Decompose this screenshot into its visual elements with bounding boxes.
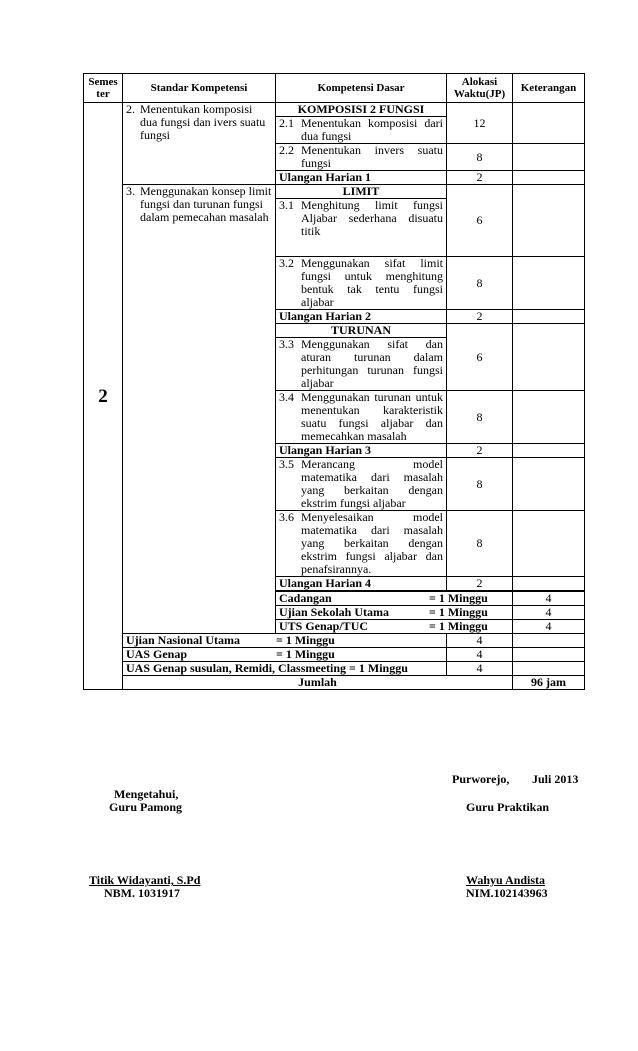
jp-value: 4 <box>447 648 513 662</box>
jp-value: 2 <box>447 310 513 324</box>
jp-value: 2 <box>447 444 513 458</box>
summary-cell <box>123 648 447 662</box>
total-label: Jumlah <box>123 676 513 690</box>
header-standar-kompetensi: Standar Kompetensi <box>123 74 276 103</box>
sk-number: 2. <box>126 102 135 116</box>
summary-cell <box>123 634 447 648</box>
kd-cell <box>276 458 447 511</box>
jp-value: 8 <box>447 144 513 171</box>
summary-label: Ujian Sekolah Utama <box>279 605 390 619</box>
summary-last: UAS Genap susulan, Remidi, Classmeeting = 1 Minggu <box>123 662 447 676</box>
semester-value: 2 <box>84 103 123 690</box>
kd-cell <box>276 117 447 144</box>
kd-cell <box>276 338 447 391</box>
keterangan-cell <box>513 648 585 662</box>
jp-value: 6 <box>447 324 513 391</box>
kd-text: Menentukan invers suatu fungsi <box>301 143 443 170</box>
summary-label: Cadangan <box>279 591 332 605</box>
keterangan-cell <box>513 444 585 458</box>
keterangan-cell <box>513 185 585 257</box>
summary-value: = 1 Minggu <box>429 619 488 633</box>
kd-number: 3.3 <box>279 337 294 351</box>
table-row <box>84 662 585 676</box>
kd-text: Menentukan komposisi dari dua fungsi <box>301 116 443 143</box>
left-name: Titik Widayanti, S.Pd <box>89 873 201 887</box>
program-table <box>83 73 585 690</box>
keterangan-cell <box>513 257 585 310</box>
kd-number: 3.6 <box>279 510 294 524</box>
jp-value: 4 <box>513 606 585 620</box>
jp-value: 8 <box>447 391 513 444</box>
total-row <box>84 676 585 690</box>
header-keterangan: Keterangan <box>513 74 585 103</box>
kd-number: 3.2 <box>279 256 294 270</box>
jp-value: 4 <box>513 592 585 606</box>
mengetahui-label: Mengetahui, <box>114 787 179 801</box>
summary-value: = 1 Minggu <box>276 647 335 661</box>
jp-value: 2 <box>447 171 513 185</box>
kd-cell <box>276 199 447 257</box>
table-row <box>84 648 585 662</box>
header-semester: Semes ter <box>84 74 123 103</box>
summary-label: Ujian Nasional Utama <box>126 633 241 647</box>
kd-number: 3.5 <box>279 457 294 471</box>
kd-text: Menghitung limit fungsi Aljabar sederhana disuatu titik <box>301 198 443 238</box>
right-role: Guru Praktikan <box>466 800 550 814</box>
jp-value: 2 <box>447 577 513 591</box>
jp-value: 8 <box>447 257 513 310</box>
date: Juli 2013 <box>532 772 579 786</box>
right-id: NIM.102143963 <box>466 886 548 900</box>
kd-cell <box>276 391 447 444</box>
keterangan-cell <box>513 310 585 324</box>
summary-cell <box>276 620 513 634</box>
kd-number: 3.4 <box>279 390 294 404</box>
table-header-row <box>84 74 585 103</box>
kd-cell <box>276 511 447 577</box>
jp-value: 8 <box>447 511 513 577</box>
summary-value: = 1 Minggu <box>429 605 488 619</box>
kd-number: 3.1 <box>279 198 294 212</box>
right-name: Wahyu Andista <box>466 873 546 887</box>
sk-number: 3. <box>126 184 135 198</box>
summary-value: = 1 Minggu <box>429 591 488 605</box>
kd-cell <box>276 257 447 310</box>
section-title: TURUNAN <box>276 324 447 338</box>
keterangan-cell <box>513 634 585 648</box>
sk-cell <box>123 103 276 185</box>
jp-value: 12 <box>447 103 513 144</box>
kd-text: Menggunakan sifat dan aturan turunan dalam perhitungan turunan fungsi aljabar <box>301 337 443 390</box>
jp-value: 4 <box>447 662 513 676</box>
kd-number: 2.2 <box>279 143 294 157</box>
kd-cell <box>276 144 447 171</box>
keterangan-cell <box>513 511 585 577</box>
left-role: Guru Pamong <box>109 800 183 814</box>
header-alokasi-waktu: Alokasi Waktu(JP) <box>447 74 513 103</box>
table-row <box>84 634 585 648</box>
section-title: KOMPOSISI 2 FUNGSI <box>276 103 447 117</box>
keterangan-cell <box>513 391 585 444</box>
keterangan-cell <box>513 324 585 391</box>
header-kompetensi-dasar: Kompetensi Dasar <box>276 74 447 103</box>
total-value: 96 jam <box>513 676 585 690</box>
keterangan-cell <box>513 144 585 171</box>
keterangan-cell <box>513 577 585 591</box>
place: Purworejo, <box>452 772 510 786</box>
kd-number: 2.1 <box>279 116 294 130</box>
jp-value: 4 <box>513 620 585 634</box>
summary-label: UAS Genap <box>126 647 188 661</box>
table-row <box>84 103 585 117</box>
section-title: LIMIT <box>276 185 447 199</box>
keterangan-cell <box>513 103 585 144</box>
table-row <box>84 185 585 199</box>
ulangan-label: Ulangan Harian 3 <box>276 444 447 458</box>
summary-value: = 1 Minggu <box>276 633 335 647</box>
sk-cell <box>123 185 276 634</box>
jp-value: 4 <box>447 634 513 648</box>
sk-text: Menggunakan konsep limit fungsi dan turunan fungsi dalam pemecahan masalah <box>140 184 272 224</box>
kd-text: Merancang model matematika dari masalah yang berkaitan dengan ekstrim fungsi aljabar <box>301 457 443 510</box>
keterangan-cell <box>513 171 585 185</box>
jp-value: 8 <box>447 458 513 511</box>
ulangan-label: Ulangan Harian 2 <box>276 310 447 324</box>
kd-text: Menggunakan sifat limit fungsi untuk menghitung bentuk tak tentu fungsi aljabar <box>301 256 443 309</box>
sk-text: Menentukan komposisi dua fungsi dan ivers suatu fungsi <box>140 102 266 142</box>
ulangan-label: Ulangan Harian 4 <box>276 577 447 591</box>
kd-text: Menyelesaikan model matematika dari masalah yang berkaitan dengan ekstrim fungsi aljabar dan penafsirannya. <box>301 510 443 576</box>
keterangan-cell <box>513 662 585 676</box>
jp-value: 6 <box>447 185 513 257</box>
ulangan-label: Ulangan Harian 1 <box>276 171 447 185</box>
summary-cell <box>276 592 513 606</box>
left-id: NBM. 1031917 <box>104 886 180 900</box>
summary-label: UTS Genap/TUC <box>279 619 369 633</box>
summary-cell <box>276 606 513 620</box>
keterangan-cell <box>513 458 585 511</box>
kd-text: Menggunakan turunan untuk menentukan karakteristik suatu fungsi aljabar dan memecahkan masalah <box>301 390 443 443</box>
